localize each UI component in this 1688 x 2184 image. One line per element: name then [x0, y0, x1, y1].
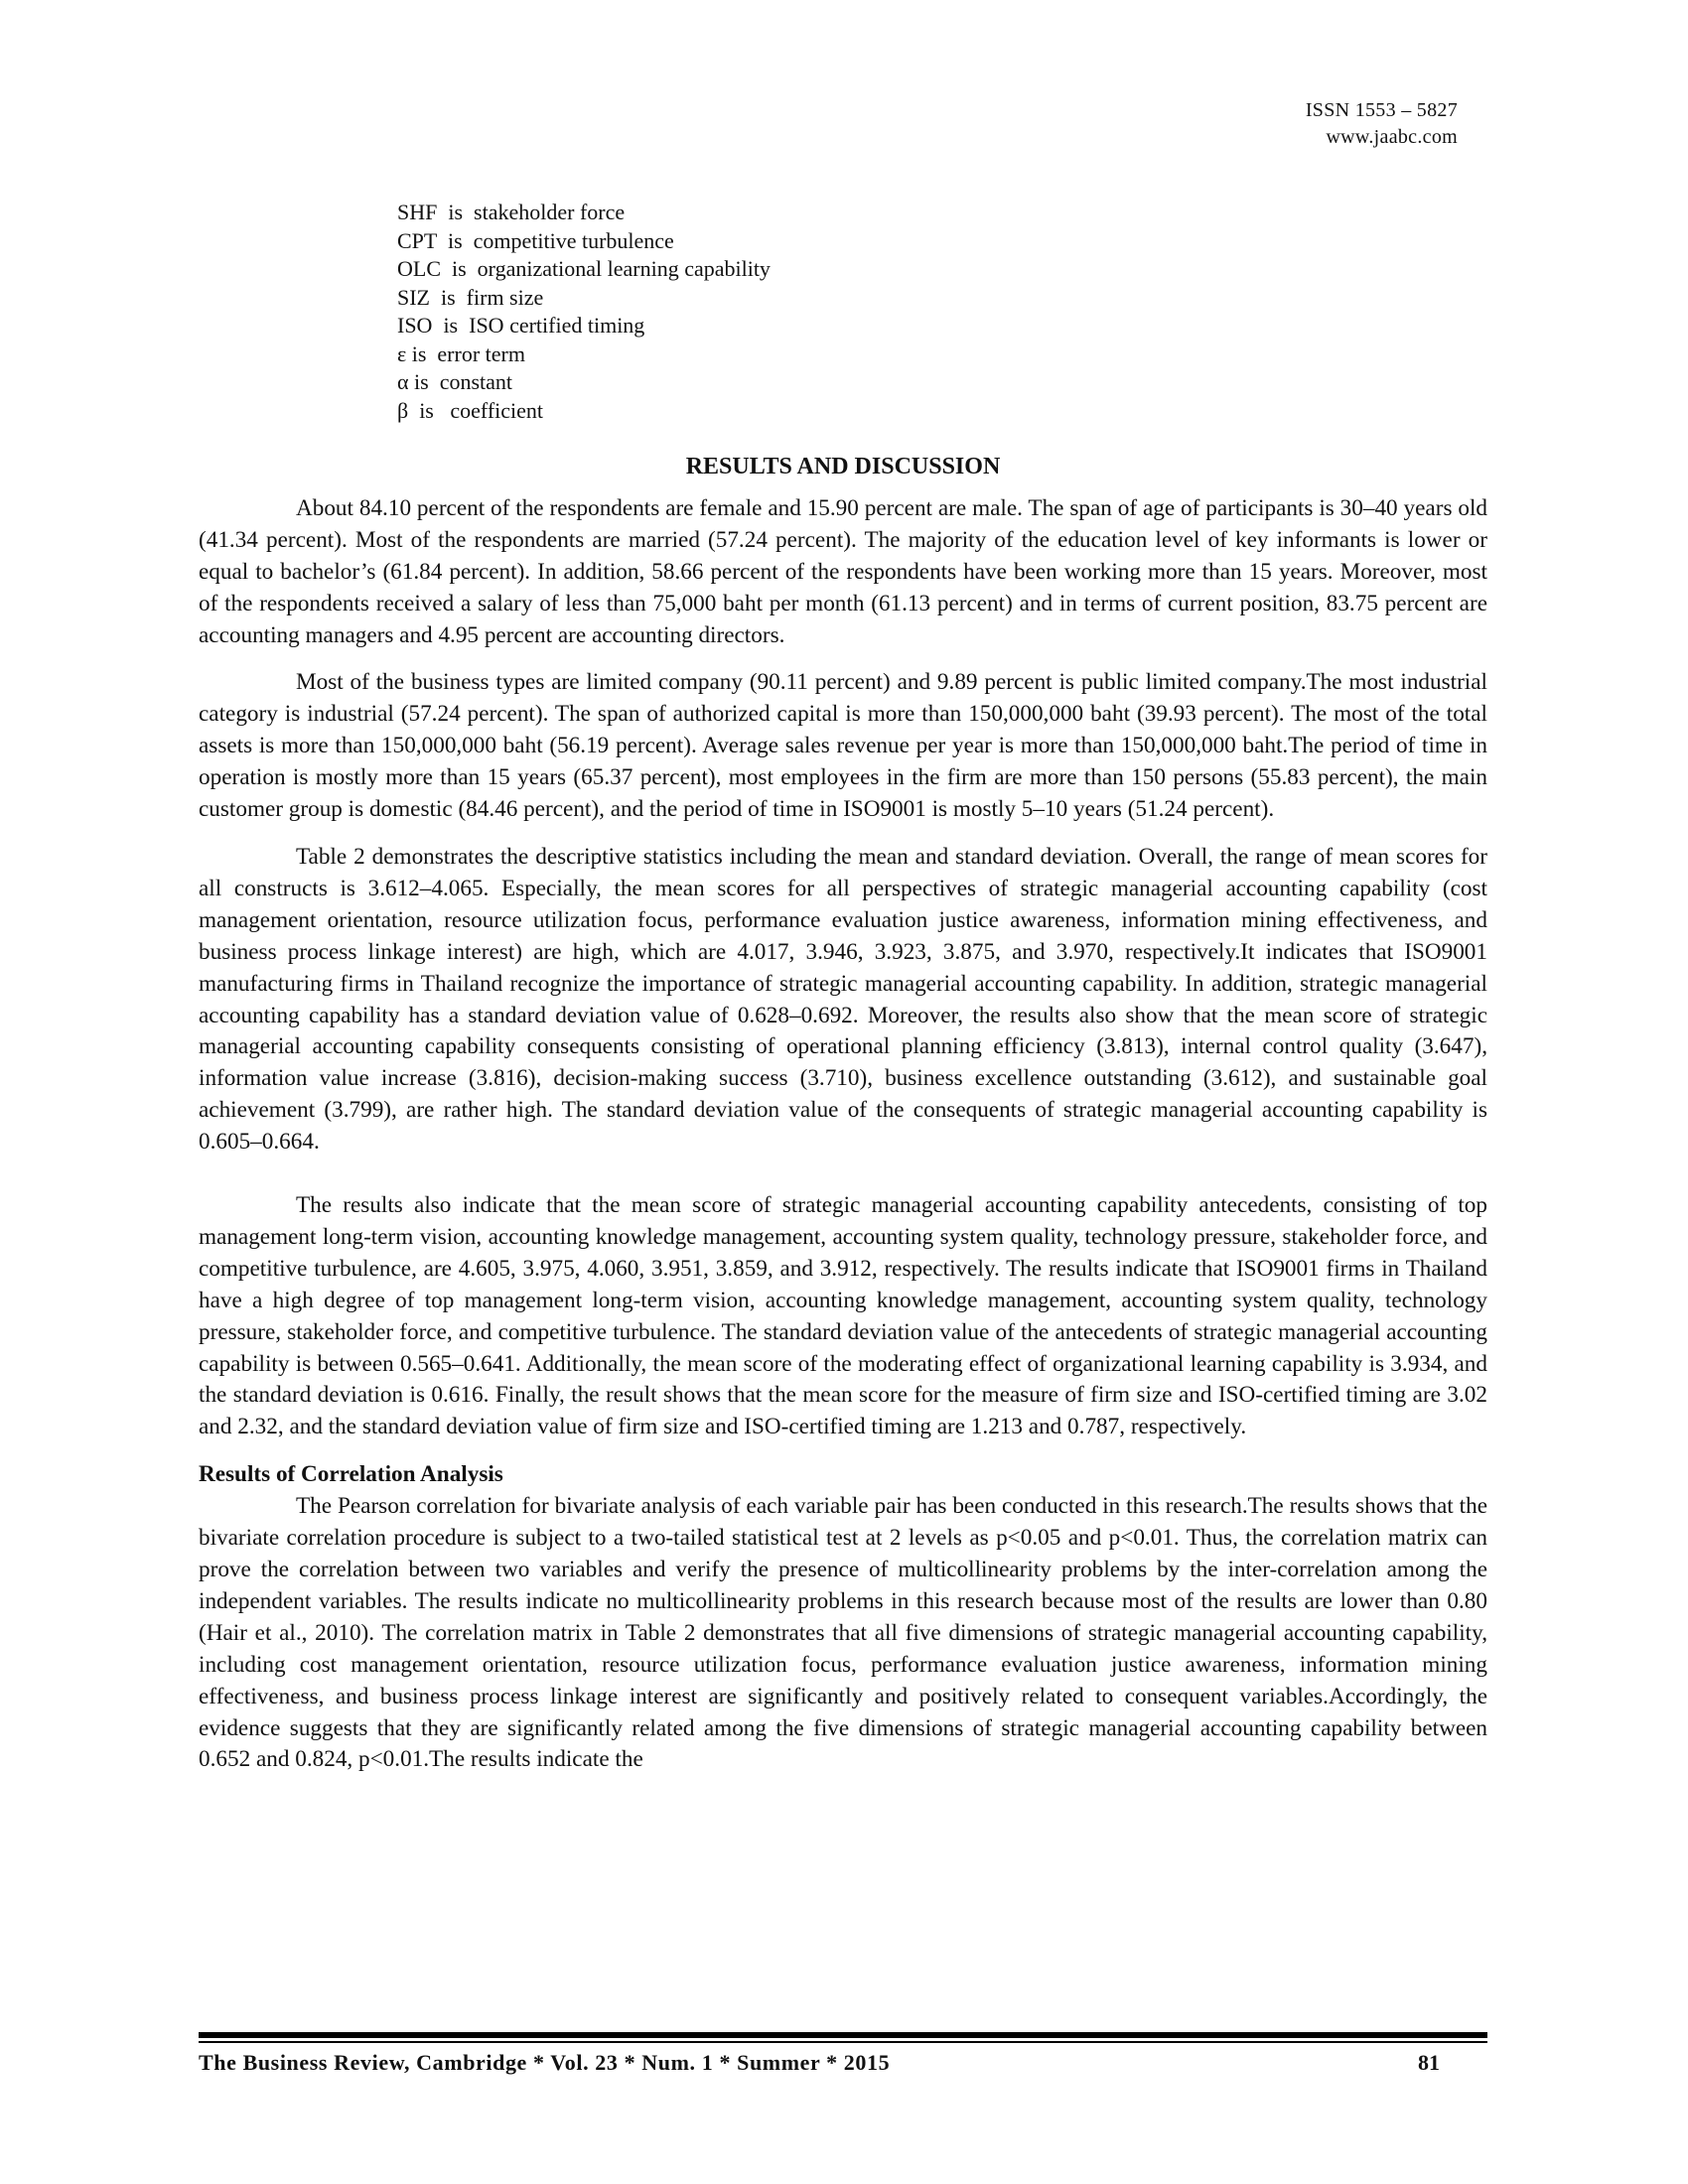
footer-journal-info: The Business Review, Cambridge * Vol. 23 * Num. 1 * Summer * 2015 [199, 2050, 891, 2075]
issn-number: ISSN 1553 – 5827 [1305, 99, 1458, 121]
variable-definition: ε is error term [397, 341, 525, 366]
footer-divider [199, 2032, 1487, 2038]
footer-divider [199, 2041, 1487, 2043]
page-header [1306, 97, 1458, 151]
body-paragraph: The results also indicate that the mean score of strategic managerial accounting capability antecedents, consisting of top management long-term vision, accounting knowledge management, accounting system quality, technology pressure, stakeholder force, and competitive turbulence, are 4.605, 3.975, 4.060, 3.951, 3.859, and 3.912, respectively. The results indicate that ISO9001 firms in Thailand have a high degree of top management long-term vision, accounting knowledge management, accounting system quality, technology pressure, stakeholder force, and competitive turbulence. The standard deviation value of the antecedents of strategic managerial accounting capability is between 0.565–0.641. Additionally, the mean score of the moderating effect of organizational learning capability is 3.934, and the standard deviation is 0.616. Finally, the result shows that the mean score for the measure of firm size and ISO-certified timing are 3.02 and 2.32, and the standard deviation value of firm size and ISO-certified timing are 1.213 and 0.787, respectively. [199, 1192, 1487, 1440]
body-paragraph: About 84.10 percent of the respondents are female and 15.90 percent are male. The span of age of participants is 30–40 years old (41.34 percent). Most of the respondents are married (57.24 percent). The majority of the education level of key informants is lower or equal to bachelor’s (61.84 percent). In addition, 58.66 percent of the respondents have been working more than 15 years. Moreover, most of the respondents received a salary of less than 75,000 baht per month (61.13 percent) and in terms of current position, 83.75 percent are accounting managers and 4.95 percent are accounting directors. [199, 494, 1487, 648]
subsection-heading: Results of Correlation Analysis [199, 1461, 503, 1488]
variable-definition: OLC is organizational learning capability [397, 256, 771, 281]
variable-definition: SHF is stakeholder force [397, 200, 626, 224]
variable-definition: ISO is ISO certified timing [397, 313, 645, 338]
journal-website: www.jaabc.com [1326, 126, 1458, 148]
body-paragraph: Most of the business types are limited company (90.11 percent) and 9.89 percent is public limited company.The most industrial category is industrial (57.24 percent). The span of authorized capital is more than 150,000,000 baht (39.93 percent). The most of the total assets is more than 150,000,000 baht (56.19 percent). Average sales revenue per year is more than 150,000,000 baht.The period of time in operation is mostly more than 15 years (65.37 percent), most employees in the firm are more than 150 persons (55.83 percent), the main customer group is domestic (84.46 percent), and the period of time in ISO9001 is mostly 5–10 years (51.24 percent). [199, 669, 1487, 823]
body-text [199, 452, 1487, 1792]
variable-definition-list [397, 199, 771, 425]
section-title: RESULTS AND DISCUSSION [685, 454, 1001, 479]
page-number: 81 [1418, 2050, 1440, 2075]
variable-definition: CPT is competitive turbulence [397, 227, 674, 253]
body-paragraph: The Pearson correlation for bivariate analysis of each variable pair has been conducted in this research.The results shows that the bivariate correlation procedure is subject to a two-tailed statistical test at 2 levels as p<0.05 and p<0.01. Thus, the correlation matrix can prove the correlation between two variables and verify the presence of multicollinearity problems by the inter-correlation among the independent variables. The results indicate no multicollinearity problems in this research because most of the results are lower than 0.80 (Hair et al., 2010). The correlation matrix in Table 2 demonstrates that all five dimensions of strategic managerial accounting capability, including cost management orientation, resource utilization focus, performance evaluation justice awareness, information mining effectiveness, and business process linkage interest are significantly and positively related to consequent variables.Accordingly, the evidence suggests that they are significantly related among the five dimensions of strategic managerial accounting capability between 0.652 and 0.824, p<0.01.The results indicate the [199, 1493, 1487, 1773]
body-paragraph: Table 2 demonstrates the descriptive statistics including the mean and standard deviation. Overall, the range of mean scores for all constructs is 3.612–4.065. Especially, the mean scores for all perspectives of strategic managerial accounting capability (cost management orientation, resource utilization focus, performance evaluation justice awareness, information mining effectiveness, and business process linkage interest) are high, which are 4.017, 3.946, 3.923, 3.875, and 3.970, respectively.It indicates that ISO9001 manufacturing firms in Thailand recognize the importance of strategic managerial accounting capability. In addition, strategic managerial accounting capability has a standard deviation value of 0.628–0.692. Moreover, the results also show that the mean score of strategic managerial accounting capability consequents consisting of operational planning efficiency (3.813), internal control quality (3.647), information value increase (3.816), decision-making success (3.710), business excellence outstanding (3.612), and sustainable goal achievement (3.799), are rather high. The standard deviation value of the consequents of strategic managerial accounting capability is 0.605–0.664. [199, 843, 1487, 1156]
variable-definition: SIZ is firm size [397, 284, 544, 310]
variable-definition: α is constant [397, 369, 513, 394]
variable-definition: β is coefficient [397, 397, 544, 423]
